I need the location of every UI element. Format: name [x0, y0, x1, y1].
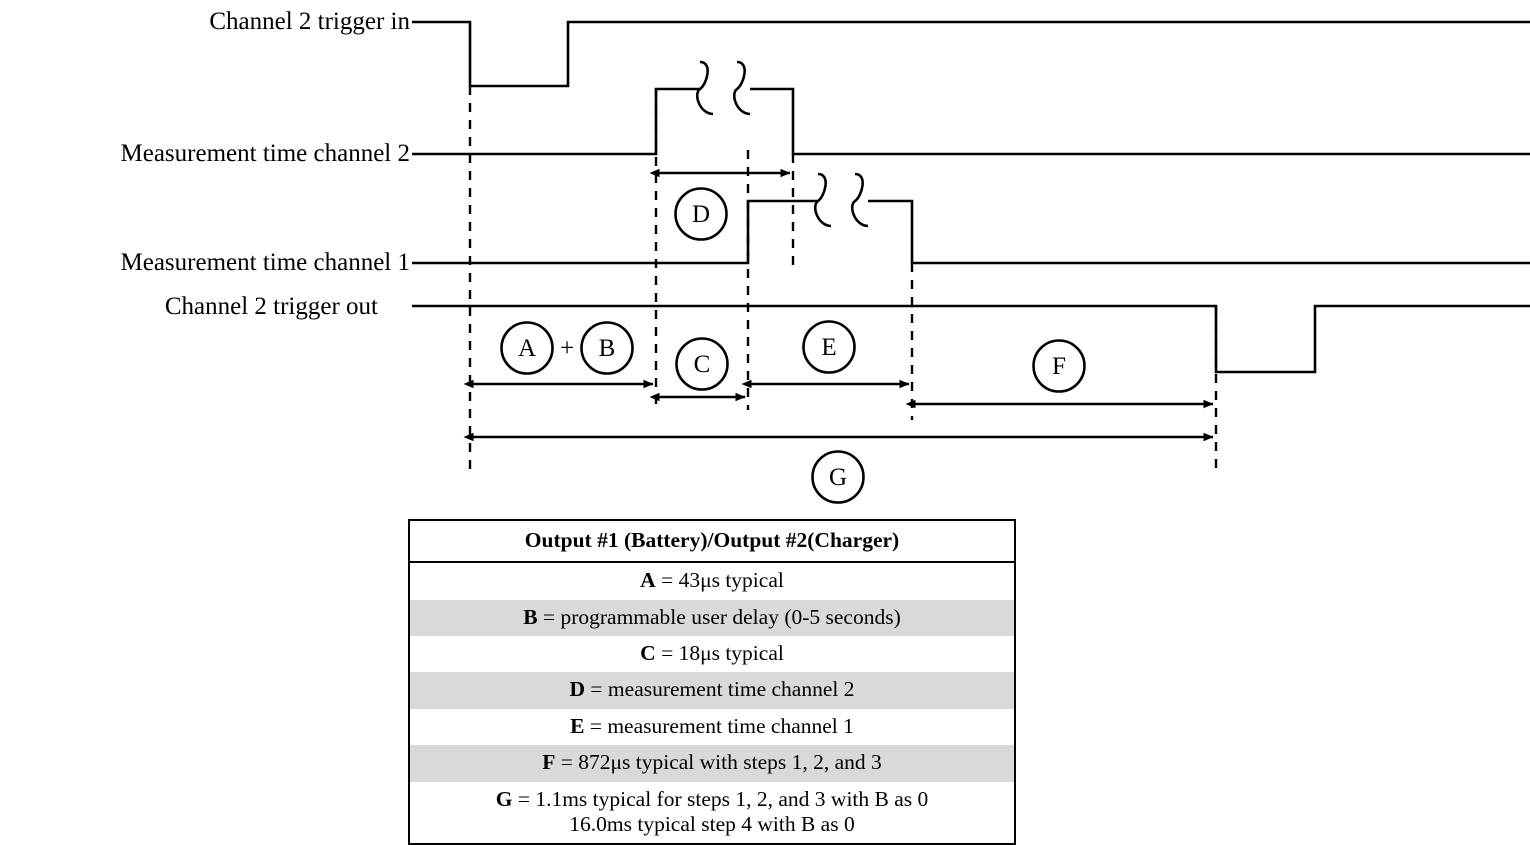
- table-row: [410, 782, 1014, 844]
- legend-key-e: E: [570, 713, 585, 738]
- marker-label-e: E: [821, 334, 837, 361]
- legend-text-b: = programmable user delay (0-5 seconds): [537, 604, 901, 629]
- legend-key-b: B: [523, 604, 538, 629]
- marker-label-d: D: [691, 201, 711, 228]
- marker-label-f: F: [1052, 353, 1066, 380]
- legend-header-row: [410, 521, 1014, 562]
- legend-row-a: [410, 562, 1014, 599]
- legend-key-c: C: [640, 641, 656, 666]
- marker-label-a: A: [517, 335, 537, 362]
- table-row: [410, 709, 1014, 745]
- legend-header: Output #1 (Battery)/Output #2(Charger): [410, 521, 1014, 562]
- table-row: [410, 562, 1014, 599]
- legend-text-a: = 43μs typical: [655, 568, 784, 593]
- legend-row-e: [410, 709, 1014, 745]
- legend-text-g: = 1.1ms typical for steps 1, 2, and 3 with B as 0: [512, 786, 929, 811]
- marker-label-c: C: [693, 351, 711, 378]
- marker-label-g: G: [828, 464, 848, 491]
- table-row: [410, 672, 1014, 708]
- legend-text-e: = measurement time channel 1: [584, 713, 854, 738]
- legend-row-g: [410, 782, 1014, 844]
- signal-label-meas-time-ch1: Measurement time channel 1: [120, 249, 410, 276]
- operator-plus: +: [560, 335, 575, 362]
- legend-table: [408, 519, 1016, 845]
- legend-text-f: = 872μs typical with steps 1, 2, and 3: [555, 750, 882, 775]
- legend-row-d: [410, 672, 1014, 708]
- legend-key-a: A: [640, 568, 656, 593]
- legend-key-d: D: [569, 677, 586, 702]
- legend-text-d: = measurement time channel 2: [585, 677, 855, 702]
- table-row: [410, 600, 1014, 636]
- marker-label-b: B: [598, 335, 616, 362]
- legend-definitions: [410, 521, 1014, 843]
- signal-label-ch2-trigger-out: Channel 2 trigger out: [164, 293, 378, 320]
- legend-text-g-line2: 16.0ms typical step 4 with B as 0: [569, 811, 855, 836]
- legend-key-f: F: [542, 750, 556, 775]
- legend-text-c: = 18μs typical: [655, 641, 784, 666]
- legend-row-c: [410, 636, 1014, 672]
- legend-row-f: [410, 745, 1014, 781]
- table-row: [410, 745, 1014, 781]
- legend-row-b: [410, 600, 1014, 636]
- signal-label-meas-time-ch2: Measurement time channel 2: [120, 140, 410, 167]
- signal-label-ch2-trigger-in: Channel 2 trigger in: [209, 8, 410, 35]
- table-row: [410, 636, 1014, 672]
- legend-key-g: G: [495, 786, 513, 811]
